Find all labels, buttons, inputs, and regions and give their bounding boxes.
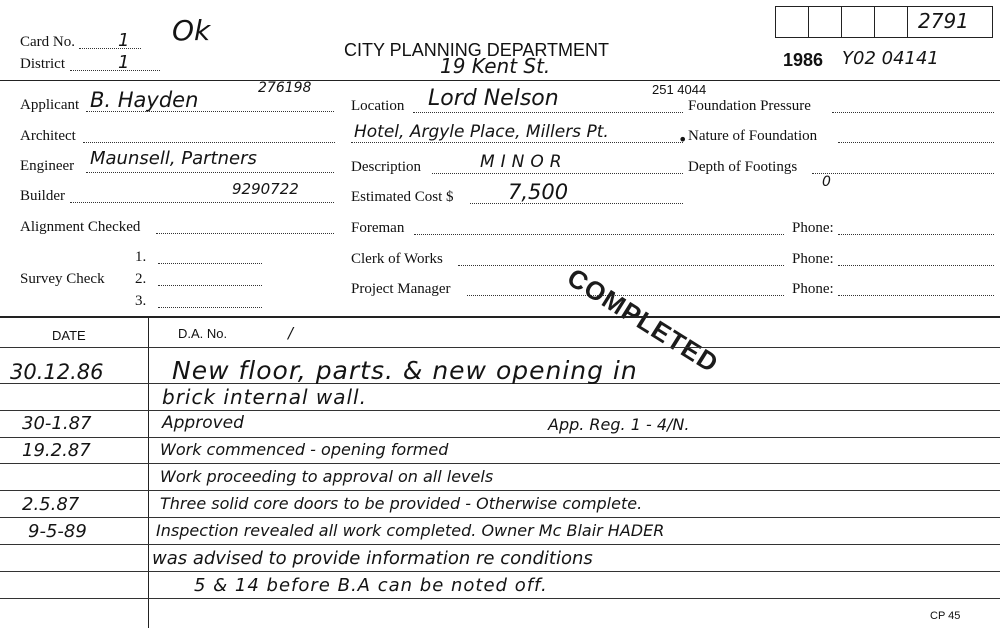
foundation-pressure-dots xyxy=(832,112,994,113)
log-entry-date: 19.2.87 xyxy=(22,440,91,461)
log-entry-text: brick internal wall. xyxy=(162,385,367,409)
foreman-phone-label: Phone: xyxy=(792,220,834,236)
log-entry-text: New floor, parts. & new opening in xyxy=(172,356,638,385)
log-rule xyxy=(0,437,1000,438)
foreman-dots xyxy=(414,234,784,235)
da-number-header: D.A. No. xyxy=(178,326,228,341)
log-date-divider xyxy=(148,316,149,628)
location-continued-dots xyxy=(351,142,683,143)
ref-box-1 xyxy=(775,6,809,38)
year: 1986 xyxy=(783,50,824,70)
depth-of-footings-label: Depth of Footings xyxy=(688,159,798,175)
foreman-label: Foreman xyxy=(351,220,405,236)
foreman-phone-dots xyxy=(838,234,994,235)
nature-dot: • xyxy=(678,130,688,149)
location-label: Location xyxy=(351,98,405,114)
nature-of-foundation-label: Nature of Foundation xyxy=(688,128,818,144)
district-value: 1 xyxy=(118,52,130,73)
file-reference: Y02 04141 xyxy=(842,48,939,69)
estimated-cost-dots xyxy=(470,203,683,204)
log-entry-date: 9-5-89 xyxy=(28,521,87,542)
pm-phone-label: Phone: xyxy=(792,281,834,297)
log-rule xyxy=(0,571,1000,572)
pm-phone-dots xyxy=(838,295,994,296)
alignment-dots xyxy=(156,233,334,234)
card-no-value: 1 xyxy=(118,30,130,51)
clerk-phone-dots xyxy=(838,265,994,266)
card-number: 2791 xyxy=(918,9,969,33)
log-entry-text: Work proceeding to approval on all levels xyxy=(160,467,494,486)
header-divider xyxy=(0,80,1000,81)
log-entry-text: was advised to provide information re conditions xyxy=(152,548,593,569)
builder-value: 9290722 xyxy=(232,180,299,198)
clerk-phone-label: Phone: xyxy=(792,251,834,267)
survey-line-2-dots xyxy=(158,285,262,286)
location-value-continued: Hotel, Argyle Place, Millers Pt. xyxy=(354,122,609,142)
survey-label: Survey Check xyxy=(20,271,105,287)
description-label: Description xyxy=(351,159,421,175)
log-rule xyxy=(0,490,1000,491)
clerk-of-works-label: Clerk of Works xyxy=(351,251,443,267)
alignment-label: Alignment Checked xyxy=(20,219,141,235)
log-entry-text: Work commenced - opening formed xyxy=(160,440,449,459)
department-title: CITY PLANNING DEPARTMENT xyxy=(344,40,610,60)
ok-mark: Ok xyxy=(172,14,211,47)
applicant-number: 276198 xyxy=(258,80,312,96)
survey-line-1-dots xyxy=(158,263,262,264)
location-code: 251 4044 xyxy=(652,82,707,97)
applicant-label: Applicant xyxy=(20,97,80,113)
architect-dots xyxy=(83,142,335,143)
log-entry-note: App. Reg. 1 - 4/N. xyxy=(548,415,690,434)
depth-of-footings-value: 0 xyxy=(822,174,831,190)
architect-label: Architect xyxy=(20,128,76,144)
street-address: 19 Kent St. xyxy=(440,54,551,78)
ref-box-4 xyxy=(874,6,908,38)
engineer-value: Maunsell, Partners xyxy=(90,148,257,169)
nature-of-foundation-dots xyxy=(838,142,994,143)
survey-line-3-label: 3. xyxy=(135,293,147,309)
project-manager-label: Project Manager xyxy=(351,281,451,297)
da-number-value: / xyxy=(288,324,294,342)
foundation-pressure-label: Foundation Pressure xyxy=(688,98,811,114)
log-entry-date: 30.12.86 xyxy=(10,360,104,384)
completed-stamp: COMPLETED xyxy=(562,262,725,379)
depth-of-footings-dots xyxy=(812,173,994,174)
estimated-cost-label: Estimated Cost $ xyxy=(351,189,454,205)
survey-line-3-dots xyxy=(158,307,262,308)
card-no-label: Card No. xyxy=(20,34,75,50)
card-no-dots xyxy=(79,48,141,49)
district-dots xyxy=(70,70,160,71)
log-entry-text: 5 & 14 before B.A can be noted off. xyxy=(194,575,548,596)
survey-line-1-label: 1. xyxy=(135,249,147,265)
ref-box-2 xyxy=(808,6,842,38)
description-dots xyxy=(432,173,683,174)
engineer-dots xyxy=(86,172,334,173)
survey-line-2-label: 2. xyxy=(135,271,147,287)
engineer-label: Engineer xyxy=(20,158,75,174)
log-entry-text: Inspection revealed all work completed. Owner Mc Blair HADER xyxy=(156,521,665,540)
log-entry-date: 30-1.87 xyxy=(22,413,92,434)
log-rule xyxy=(0,517,1000,518)
log-rule xyxy=(0,463,1000,464)
log-header-rule xyxy=(0,347,1000,348)
form-code: CP 45 xyxy=(930,610,961,622)
district-label: District xyxy=(20,56,65,72)
builder-dots xyxy=(70,202,334,203)
log-rule xyxy=(0,544,1000,545)
estimated-cost-value: 7,500 xyxy=(508,180,569,204)
location-dots xyxy=(413,112,683,113)
date-column-header: DATE xyxy=(52,328,86,343)
log-entry-text: Approved xyxy=(162,413,244,433)
description-value: MINOR xyxy=(480,152,568,172)
log-rule xyxy=(0,598,1000,599)
location-value: Lord Nelson xyxy=(428,86,559,111)
clerk-of-works-dots xyxy=(458,265,784,266)
log-entry-text: Three solid core doors to be provided - Otherwise complete. xyxy=(160,494,643,513)
log-rule xyxy=(0,410,1000,411)
log-entry-date: 2.5.87 xyxy=(22,494,80,515)
log-top-border xyxy=(0,316,1000,318)
builder-label: Builder xyxy=(20,188,65,204)
applicant-value: B. Hayden xyxy=(90,88,199,112)
ref-box-3 xyxy=(841,6,875,38)
